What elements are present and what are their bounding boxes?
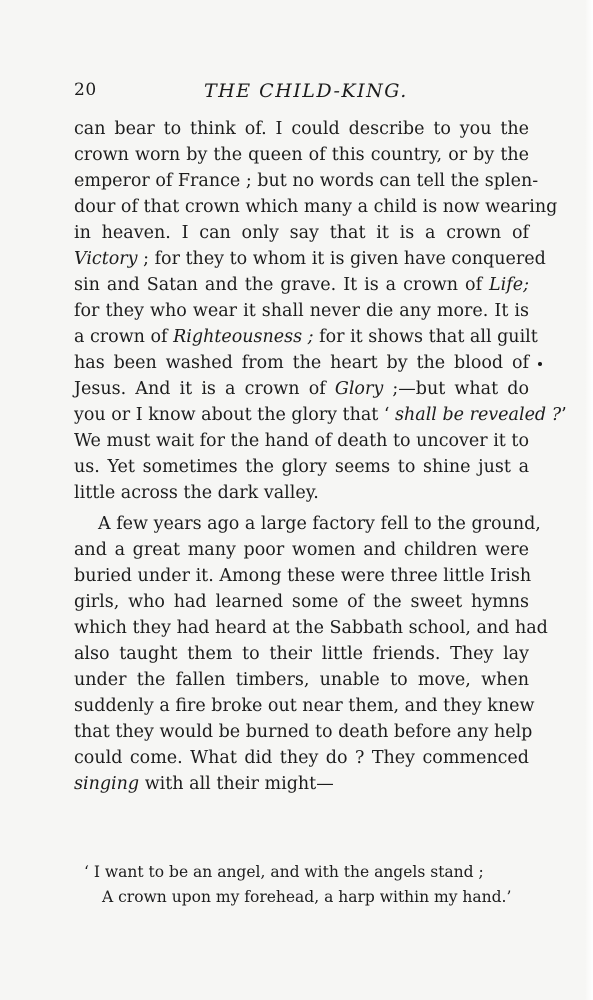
margin-dot xyxy=(538,362,542,366)
verse-line: A crown upon my forehead, a harp within my hand.’ xyxy=(102,888,512,906)
text-line xyxy=(74,428,529,454)
text-line xyxy=(74,194,558,220)
text-line xyxy=(74,298,529,324)
text-line xyxy=(74,589,529,615)
text-segment: in heaven. I can only say that it is a crown of xyxy=(74,223,529,243)
running-header xyxy=(74,80,529,104)
text-segment: for it shows that all guilt xyxy=(313,327,538,347)
text-segment: ’ xyxy=(561,405,567,425)
text-line xyxy=(74,563,532,589)
text-segment: you or I know about the glory that ‘ xyxy=(74,405,396,425)
text-segment: can bear to think of. I could describe to you the xyxy=(74,119,529,139)
hymn-verse xyxy=(84,860,544,910)
text-line xyxy=(74,220,529,246)
text-segment: dour of that crown which many a child is now wearing xyxy=(74,197,558,217)
text-line xyxy=(74,719,533,745)
text-segment: little across the dark valley. xyxy=(74,483,319,503)
text-line xyxy=(74,480,529,506)
text-line xyxy=(74,511,541,537)
text-segment: ;—but what do xyxy=(383,379,530,399)
text-segment: ; for they to whom it is given have conquered xyxy=(137,249,546,269)
body-text xyxy=(74,116,567,797)
text-segment: under the fallen timbers, unable to move, when xyxy=(74,670,529,690)
text-segment: a crown of xyxy=(74,327,174,347)
text-segment: has been washed from the heart by the blood of xyxy=(74,353,529,373)
text-segment: and a great many poor women and children were xyxy=(74,540,529,560)
text-line xyxy=(74,246,546,272)
text-line xyxy=(74,324,538,350)
text-line xyxy=(74,116,529,142)
text-segment: crown worn by the queen of this country, or by the xyxy=(74,145,529,165)
text-segment: girls, who had learned some of the sweet hymns xyxy=(74,592,529,612)
text-segment: suddenly a fire broke out near them, and they knew xyxy=(74,696,535,716)
text-line xyxy=(74,454,529,480)
italic-text: singing xyxy=(74,774,140,794)
text-segment: sin and Satan and the grave. It is a crown of xyxy=(74,275,490,295)
text-segment: buried under it. Among these were three little Irish xyxy=(74,566,532,586)
text-segment: could come. What did they do ? They commenced xyxy=(74,748,529,768)
text-line xyxy=(74,615,548,641)
italic-text: Victory xyxy=(74,249,138,269)
page-number: 20 xyxy=(74,80,97,100)
italic-text: Glory xyxy=(334,379,384,399)
text-line xyxy=(74,745,529,771)
page-edge xyxy=(585,0,593,1000)
text-line xyxy=(74,693,535,719)
verse-line: ‘ I want to be an angel, and with the angels stand ; xyxy=(84,863,484,881)
paragraph-1 xyxy=(74,116,567,506)
text-line xyxy=(74,402,567,428)
text-segment: Jesus. And it is a crown of xyxy=(74,379,335,399)
text-line xyxy=(74,272,529,298)
text-segment: us. Yet sometimes the glory seems to shine just a xyxy=(74,457,529,477)
text-segment: emperor of France ; but no words can tell the splen- xyxy=(74,171,539,191)
text-segment: with all their might— xyxy=(139,774,334,794)
paragraph-2 xyxy=(74,511,548,797)
text-line xyxy=(74,667,529,693)
text-segment: A few years ago a large factory fell to the ground, xyxy=(98,514,541,534)
text-line xyxy=(74,168,539,194)
italic-text: Righteousness ; xyxy=(173,327,314,347)
italic-text: shall be revealed ? xyxy=(395,405,562,425)
running-title: THE CHILD-KING. xyxy=(204,80,408,102)
text-line xyxy=(74,350,529,376)
text-line xyxy=(74,537,529,563)
text-segment: for they who wear it shall never die any more. It is xyxy=(74,301,529,321)
text-line xyxy=(74,376,529,402)
text-line xyxy=(74,771,529,797)
text-segment: that they would be burned to death before any help xyxy=(74,722,533,742)
text-segment: also taught them to their little friends. They lay xyxy=(74,644,529,664)
text-line xyxy=(74,142,529,168)
text-segment: which they had heard at the Sabbath school, and had xyxy=(74,618,548,638)
text-line xyxy=(74,641,529,667)
text-segment: We must wait for the hand of death to uncover it to xyxy=(74,431,529,451)
italic-text: Life; xyxy=(489,275,529,295)
